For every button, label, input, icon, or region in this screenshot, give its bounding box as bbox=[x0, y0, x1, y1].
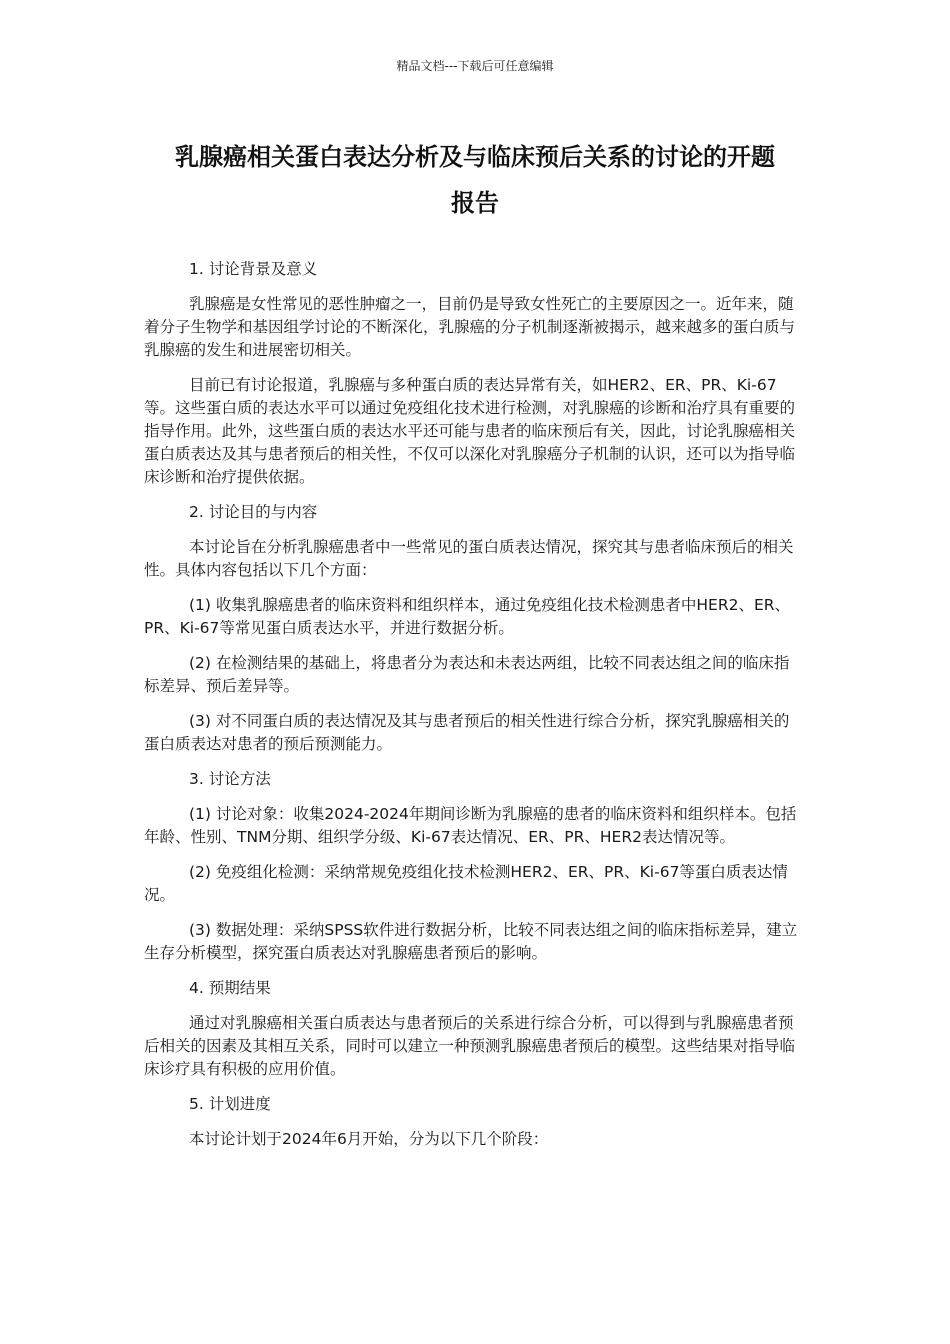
document-title-line-1: 乳腺癌相关蛋白表达分析及与临床预后关系的讨论的开题 bbox=[175, 143, 775, 171]
list-item: (1) 收集乳腺癌患者的临床资料和组织样本，通过免疫组化技术检测患者中HER2、ER、PR、Ki-67等常见蛋白质表达水平，并进行数据分析。 bbox=[144, 596, 791, 637]
section-heading-methods: 3. 讨论方法 bbox=[189, 770, 271, 788]
document-title-line-2: 报告 bbox=[451, 189, 499, 217]
paragraph: 本讨论旨在分析乳腺癌患者中一些常见的蛋白质表达情况，探究其与患者临床预后的相关性。具体内容包括以下几个方面： bbox=[144, 538, 794, 579]
list-item: (2) 免疫组化检测：采纳常规免疫组化技术检测HER2、ER、PR、Ki-67等蛋白质表达情况。 bbox=[144, 863, 788, 904]
section-heading-expected-results: 4. 预期结果 bbox=[189, 979, 271, 997]
paragraph: 目前已有讨论报道，乳腺癌与多种蛋白质的表达异常有关，如HER2、ER、PR、Ki-67等。这些蛋白质的表达水平可以通过免疫组化技术进行检测，对乳腺癌的诊断和治疗具有重要的指导作用。此外，这些蛋白质的表达水平还可能与患者的临床预后有关，因此，讨论乳腺癌相关蛋白质表达及其与患者预后的相关性，不仅可以深化对乳腺癌分子机制的认识，还可以为指导临床诊断和治疗提供依据。 bbox=[144, 376, 796, 486]
page-header: 精品文档---下载后可任意编辑 bbox=[396, 59, 554, 73]
list-item: (2) 在检测结果的基础上，将患者分为表达和未表达两组，比较不同表达组之间的临床指标差异、预后差异等。 bbox=[144, 654, 790, 695]
document-body bbox=[144, 258, 804, 1163]
section-heading-objectives: 2. 讨论目的与内容 bbox=[189, 503, 318, 521]
section-heading-background: 1. 讨论背景及意义 bbox=[189, 260, 318, 278]
list-item: (1) 讨论对象：收集2024-2024年期间诊断为乳腺癌的患者的临床资料和组织样本。包括年龄、性别、TNM分期、组织学分级、Ki-67表达情况、ER、PR、HER2表达情况等。 bbox=[144, 805, 797, 846]
paragraph: 通过对乳腺癌相关蛋白质表达与患者预后的关系进行综合分析，可以得到与乳腺癌患者预后相关的因素及其相互关系，同时可以建立一种预测乳腺癌患者预后的模型。这些结果对指导临床诊疗具有积极的应用价值。 bbox=[144, 1014, 796, 1078]
list-item: (3) 对不同蛋白质的表达情况及其与患者预后的相关性进行综合分析，探究乳腺癌相关的蛋白质表达对患者的预后预测能力。 bbox=[144, 712, 790, 753]
paragraph: 本讨论计划于2024年6月开始，分为以下几个阶段： bbox=[189, 1130, 549, 1148]
list-item: (3) 数据处理：采纳SPSS软件进行数据分析，比较不同表达组之间的临床指标差异，建立生存分析模型，探究蛋白质表达对乳腺癌患者预后的影响。 bbox=[144, 921, 798, 962]
section-heading-schedule: 5. 计划进度 bbox=[189, 1095, 271, 1113]
paragraph: 乳腺癌是女性常见的恶性肿瘤之一，目前仍是导致女性死亡的主要原因之一。近年来，随着分子生物学和基因组学讨论的不断深化，乳腺癌的分子机制逐渐被揭示，越来越多的蛋白质与乳腺癌的发生和进展密切相关。 bbox=[144, 295, 796, 359]
document-title bbox=[140, 134, 810, 226]
